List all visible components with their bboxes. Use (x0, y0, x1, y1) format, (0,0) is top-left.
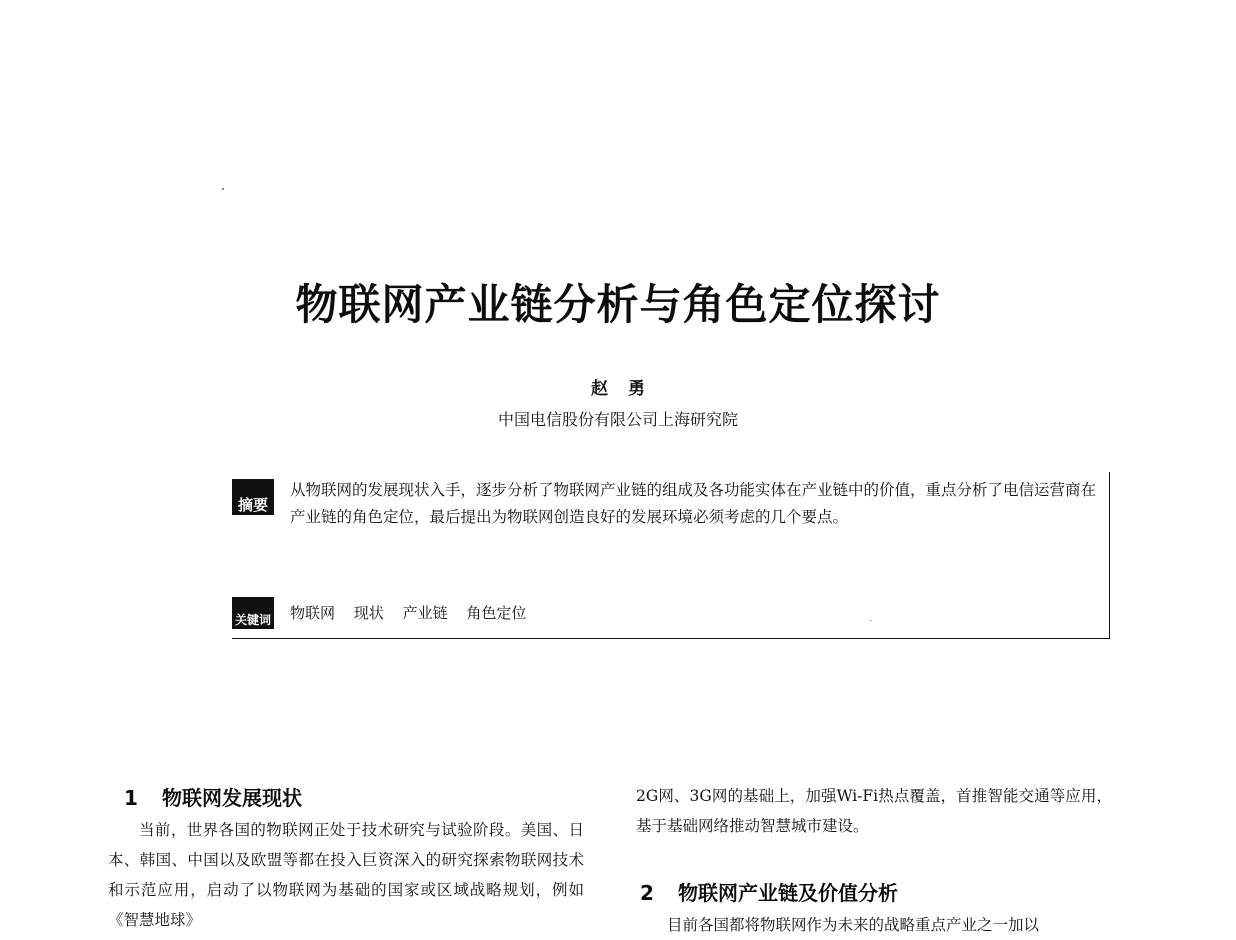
author-name: 赵 勇 (591, 379, 645, 399)
paper-title: 物联网产业链分析与角色定位探讨 (295, 280, 941, 329)
keyword: 产业链 (402, 604, 448, 622)
keyword: 物联网 (290, 604, 336, 622)
section-1-body-clip (108, 815, 584, 929)
column-continuation-text: 2G网、3G网的基础上，加强Wi-Fi热点覆盖，首推智能交通等应用，基于基础网络推动智慧城市建设。 (636, 787, 1112, 835)
section-heading-1 (124, 782, 302, 811)
keywords-label: 关键词 (232, 597, 274, 629)
section-heading-2 (640, 877, 898, 906)
scan-speck (222, 188, 224, 190)
section-1-body: 当前，世界各国的物联网正处于技术研究与试验阶段。美国、日本、韩国、中国以及欧盟等都在投入巨资深入的研究探索物联网技术和示范应用，启动了以物联网为基础的国家或区域战略规划，例如《智慧地球》 (108, 821, 584, 929)
abstract-label: 摘要 (232, 479, 274, 515)
abstract-text: 从物联网的发展现状入手，逐步分析了物联网产业链的组成及各功能实体在产业链中的价值，重点分析了电信运营商在产业链的角色定位，最后提出为物联网创造良好的发展环境必须考虑的几个要点。 (290, 481, 1097, 526)
keywords-list (290, 602, 540, 623)
section-2-body-clip (636, 910, 1112, 934)
section-title: 物联网产业链及价值分析 (678, 881, 898, 905)
keyword: 现状 (353, 604, 384, 622)
keyword: 角色定位 (466, 604, 527, 622)
section-title: 物联网发展现状 (162, 786, 302, 810)
section-2-body: 目前各国都将物联网作为未来的战略重点产业之一加以 (667, 916, 1040, 934)
section-number: 2 (640, 881, 654, 905)
section-number: 1 (124, 786, 138, 810)
author-affiliation: 中国电信股份有限公司上海研究院 (497, 410, 738, 429)
abstract-box (232, 472, 1110, 639)
